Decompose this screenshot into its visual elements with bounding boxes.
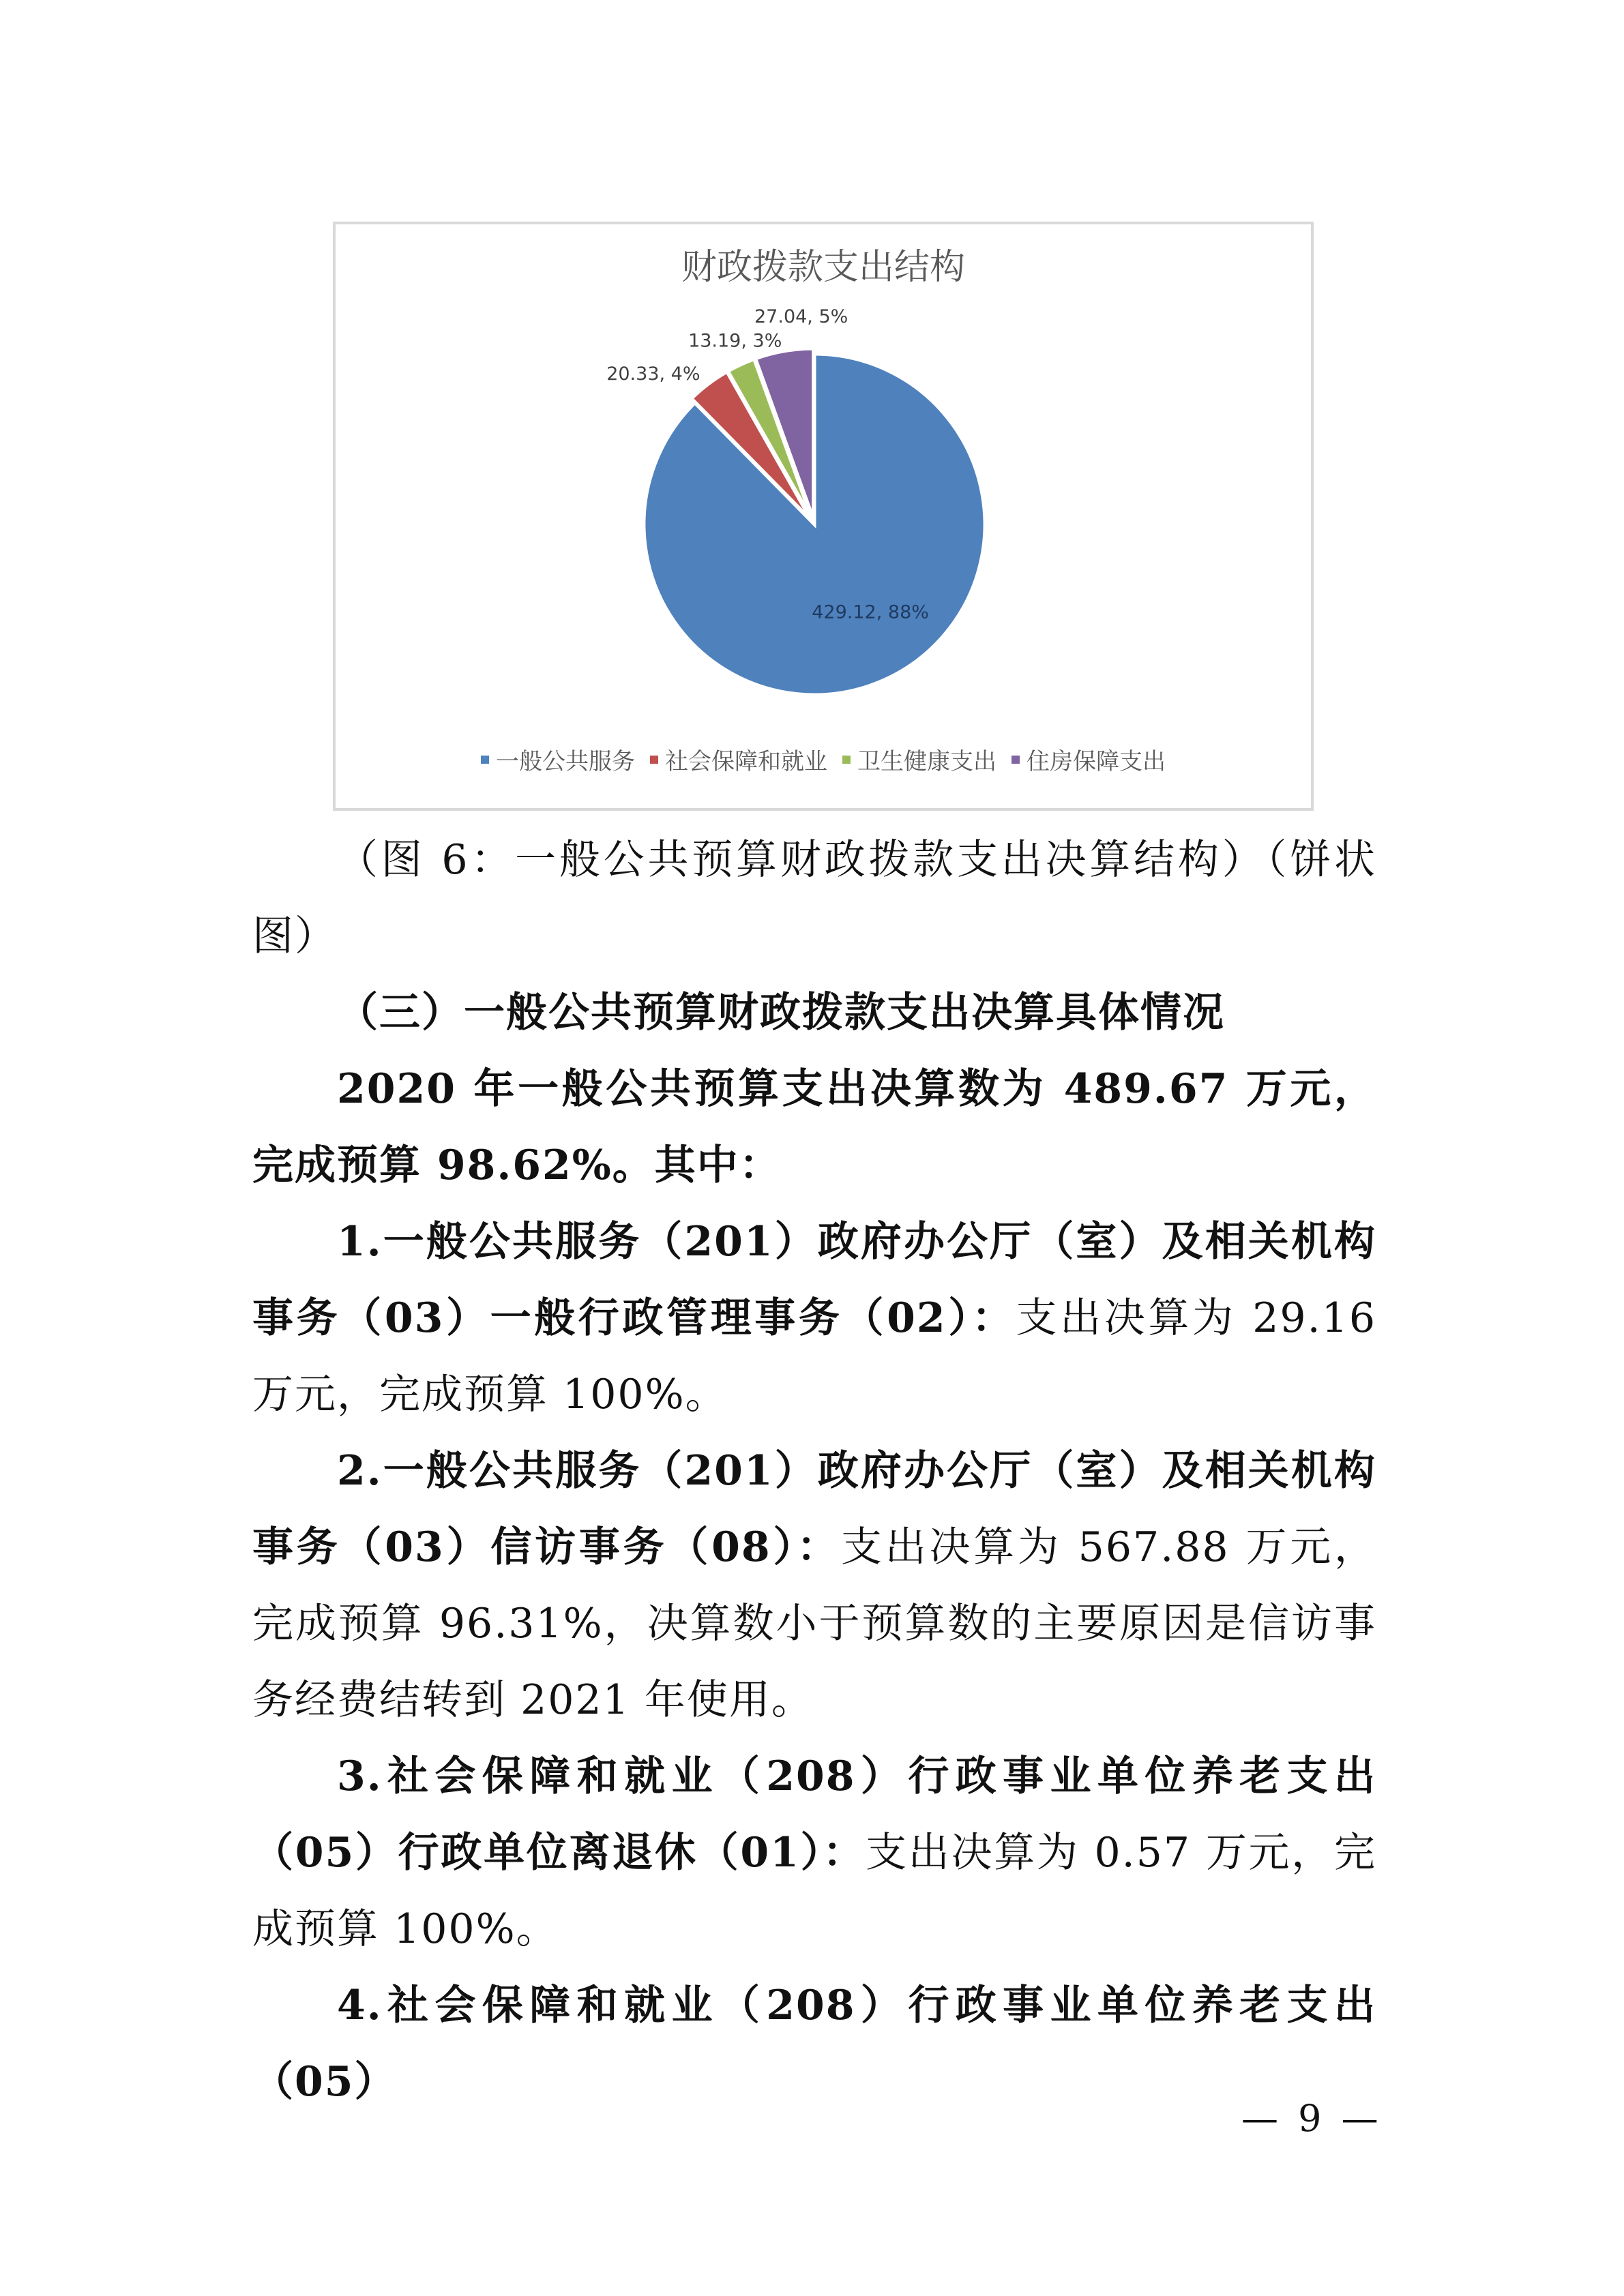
item-heading: 3.社会保障和就业（208）行政事业单位养老支出（05）行政单位离退休（01）： — [252, 1753, 1376, 1877]
pie-data-label: 27.04, 5% — [754, 306, 848, 328]
chart-legend — [336, 743, 1311, 776]
legend-label: 一般公共服务 — [496, 748, 635, 775]
expenditure-item — [252, 1204, 1376, 1433]
item-heading: 2.一般公共服务（201）政府办公厅（室）及相关机构事务（03）信访事务（08）： — [252, 1447, 1376, 1571]
pie-data-label: 13.19, 3% — [688, 330, 782, 352]
page-number: — 9 — — [1241, 2097, 1383, 2140]
expenditure-item — [252, 1738, 1376, 1967]
item-heading: 1.一般公共服务（201）政府办公厅（室）及相关机构事务（03）一般行政管理事务（02）： — [252, 1218, 1376, 1342]
item-body: 支出决算为 29.16 万元，完成预算 100%。 — [252, 1294, 1377, 1418]
legend-swatch-icon — [481, 756, 489, 764]
document-body — [252, 822, 1376, 2120]
section-heading: （三）一般公共预算财政拨款支出决算具体情况 — [337, 989, 1225, 1037]
legend-swatch-icon — [1012, 756, 1020, 764]
legend-item — [842, 743, 996, 776]
legend-item — [481, 743, 635, 776]
legend-label: 住房保障支出 — [1027, 748, 1166, 775]
legend-swatch-icon — [650, 756, 658, 764]
legend-label: 社会保障和就业 — [665, 748, 827, 775]
pie-chart — [333, 222, 1314, 811]
pie-data-label: 429.12, 88% — [812, 601, 929, 623]
expenditure-item — [252, 1967, 1376, 2120]
legend-swatch-icon — [842, 756, 851, 764]
item-body: 支出决算为 567.88 万元，完成预算 96.31%，决算数小于预算数的主要原因是信访事务经费结转到 2021 年使用。 — [252, 1523, 1376, 1724]
chart-title: 财政拨款支出结构 — [681, 247, 966, 288]
pie-slices — [644, 348, 985, 695]
summary-paragraph: 2020 年一般公共预算支出决算数为 489.67 万元，完成预算 98.62%。其中： — [252, 1065, 1376, 1189]
pie-data-label: 20.33, 4% — [606, 363, 700, 385]
pie-chart-svg — [336, 224, 1311, 808]
legend-item — [1012, 743, 1166, 776]
item-heading: 4.社会保障和就业（208）行政事业单位养老支出（05） — [252, 1982, 1376, 2106]
figure-caption: （图 6：一般公共预算财政拨款支出决算结构）（饼状图） — [252, 836, 1376, 960]
item-body: 支出决算为 0.57 万元，完成预算 100%。 — [252, 1829, 1376, 1953]
expenditure-item — [252, 1433, 1376, 1738]
legend-item — [650, 743, 827, 776]
legend-label: 卫生健康支出 — [857, 748, 996, 775]
